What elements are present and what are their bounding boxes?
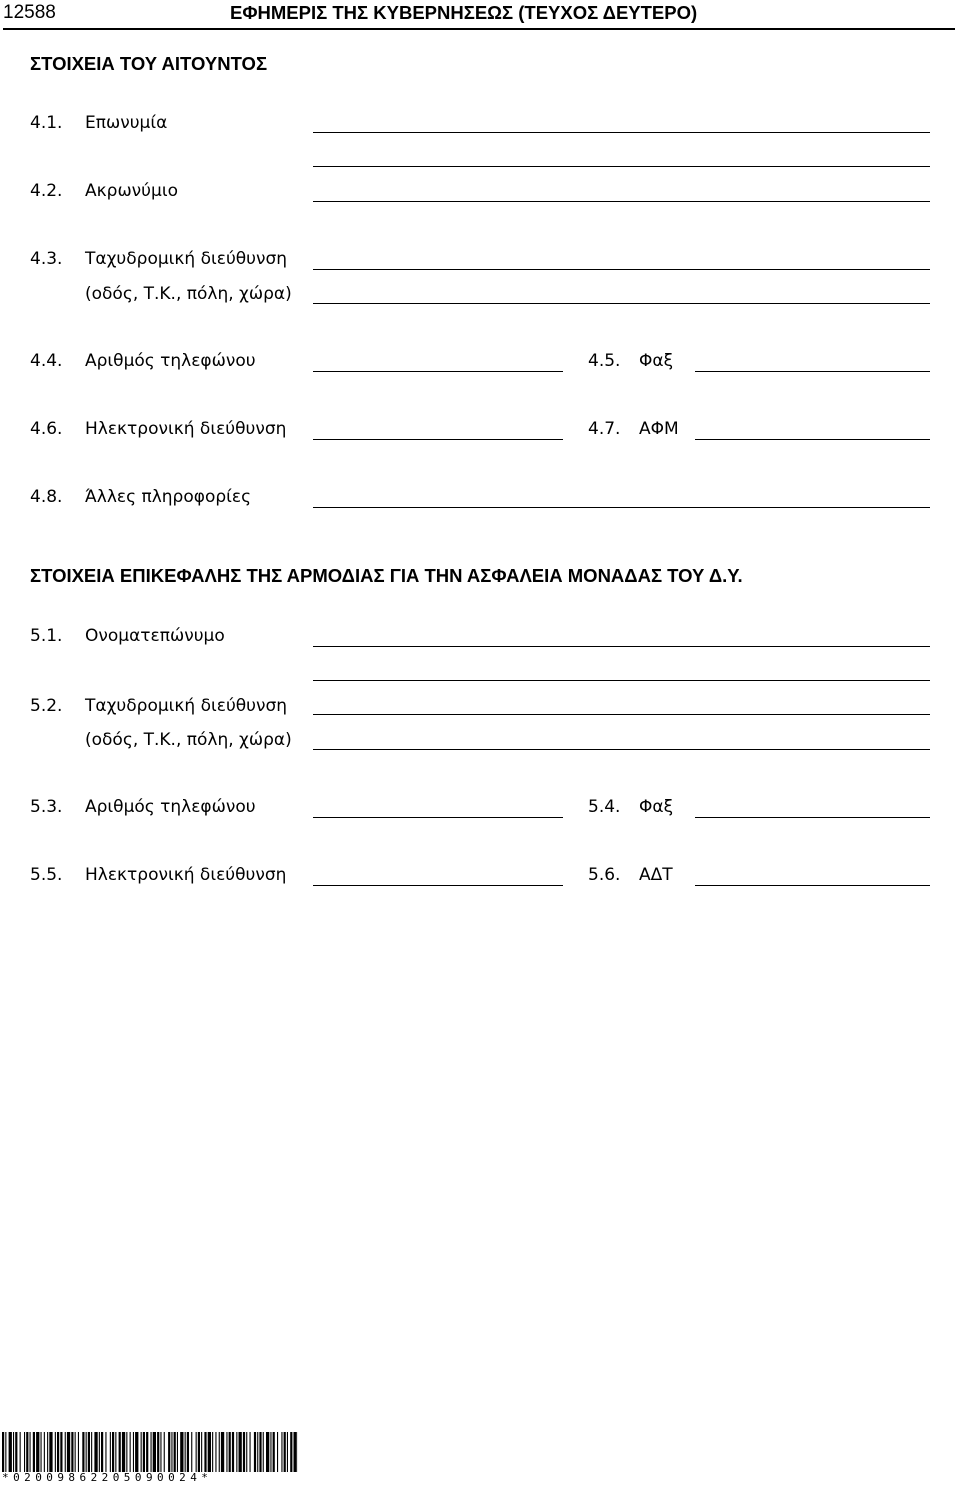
field-5-3-input-line[interactable] bbox=[313, 817, 563, 818]
field-5-2-sublabel: (οδός, Τ.Κ., πόλη, χώρα) bbox=[85, 730, 292, 750]
field-4-3-input-line[interactable] bbox=[313, 269, 930, 270]
field-4-6-input-line[interactable] bbox=[313, 439, 563, 440]
field-5-2-label: Ταχυδρομική διεύθυνση bbox=[85, 696, 288, 716]
field-4-4-label: Αριθμός τηλεφώνου bbox=[85, 351, 256, 371]
section-4-title: ΣΤΟΙΧΕΙΑ ΤΟΥ ΑΙΤΟΥΝΤΟΣ bbox=[30, 53, 268, 74]
field-5-4-label: Φαξ bbox=[639, 797, 674, 817]
field-4-4-number: 4.4. bbox=[30, 351, 63, 371]
field-4-3-number: 4.3. bbox=[30, 249, 63, 269]
field-5-1-input-line-2[interactable] bbox=[313, 680, 930, 681]
field-5-6-label: ΑΔΤ bbox=[639, 865, 673, 885]
field-4-1-input-line-2[interactable] bbox=[313, 166, 930, 167]
field-4-7-input-line[interactable] bbox=[695, 439, 930, 440]
field-5-5-label: Ηλεκτρονική διεύθυνση bbox=[85, 865, 287, 885]
header-divider bbox=[3, 28, 955, 30]
field-4-8-label: Άλλες πληροφορίες bbox=[85, 487, 252, 507]
field-4-8-input-line[interactable] bbox=[313, 507, 930, 508]
field-4-8-number: 4.8. bbox=[30, 487, 63, 507]
field-4-7-label: ΑΦΜ bbox=[639, 419, 679, 439]
field-5-6-input-line[interactable] bbox=[695, 885, 930, 886]
field-5-4-input-line[interactable] bbox=[695, 817, 930, 818]
field-5-4-number: 5.4. bbox=[588, 797, 621, 817]
field-5-2-input-line-2[interactable] bbox=[313, 749, 930, 750]
field-4-3-input-line-2[interactable] bbox=[313, 303, 930, 304]
field-4-2-number: 4.2. bbox=[30, 181, 63, 201]
section-5-title: ΣΤΟΙΧΕΙΑ ΕΠΙΚΕΦΑΛΗΣ ΤΗΣ ΑΡΜΟΔΙΑΣ ΓΙΑ ΤΗΝ ΑΣΦΑΛΕΙΑ ΜΟΝΑΔΑΣ ΤΟΥ Δ.Υ. bbox=[30, 565, 743, 586]
field-4-5-input-line[interactable] bbox=[695, 371, 930, 372]
field-5-1-label: Ονοματεπώνυμο bbox=[85, 626, 225, 646]
field-4-2-label: Ακρωνύμιο bbox=[85, 181, 178, 201]
field-5-5-input-line[interactable] bbox=[313, 885, 563, 886]
field-4-5-label: Φαξ bbox=[639, 351, 674, 371]
field-4-3-label: Ταχυδρομική διεύθυνση bbox=[85, 249, 288, 269]
field-4-1-input-line[interactable] bbox=[313, 132, 930, 133]
field-4-6-label: Ηλεκτρονική διεύθυνση bbox=[85, 419, 287, 439]
barcode bbox=[2, 1432, 298, 1484]
gazette-title: ΕΦΗΜΕΡΙΣ ΤΗΣ ΚΥΒΕΡΝΗΣΕΩΣ (ΤΕΥΧΟΣ ΔΕΥΤΕΡΟ) bbox=[230, 2, 698, 23]
field-5-3-label: Αριθμός τηλεφώνου bbox=[85, 797, 256, 817]
field-4-3-sublabel: (οδός, Τ.Κ., πόλη, χώρα) bbox=[85, 284, 292, 304]
barcode-bars bbox=[2, 1432, 298, 1472]
field-4-6-number: 4.6. bbox=[30, 419, 63, 439]
field-4-2-input-line[interactable] bbox=[313, 201, 930, 202]
field-4-5-number: 4.5. bbox=[588, 351, 621, 371]
barcode-text: *02009862205090024* bbox=[2, 1471, 213, 1484]
page-header bbox=[0, 0, 960, 30]
field-5-1-input-line[interactable] bbox=[313, 646, 930, 647]
field-4-1-label: Επωνυμία bbox=[85, 113, 168, 133]
field-5-3-number: 5.3. bbox=[30, 797, 63, 817]
field-5-1-number: 5.1. bbox=[30, 626, 63, 646]
field-4-7-number: 4.7. bbox=[588, 419, 621, 439]
page-number: 12588 bbox=[3, 2, 56, 23]
field-4-1-number: 4.1. bbox=[30, 113, 63, 133]
field-5-5-number: 5.5. bbox=[30, 865, 63, 885]
field-4-4-input-line[interactable] bbox=[313, 371, 563, 372]
field-5-2-input-line[interactable] bbox=[313, 714, 930, 715]
field-5-2-number: 5.2. bbox=[30, 696, 63, 716]
field-5-6-number: 5.6. bbox=[588, 865, 621, 885]
